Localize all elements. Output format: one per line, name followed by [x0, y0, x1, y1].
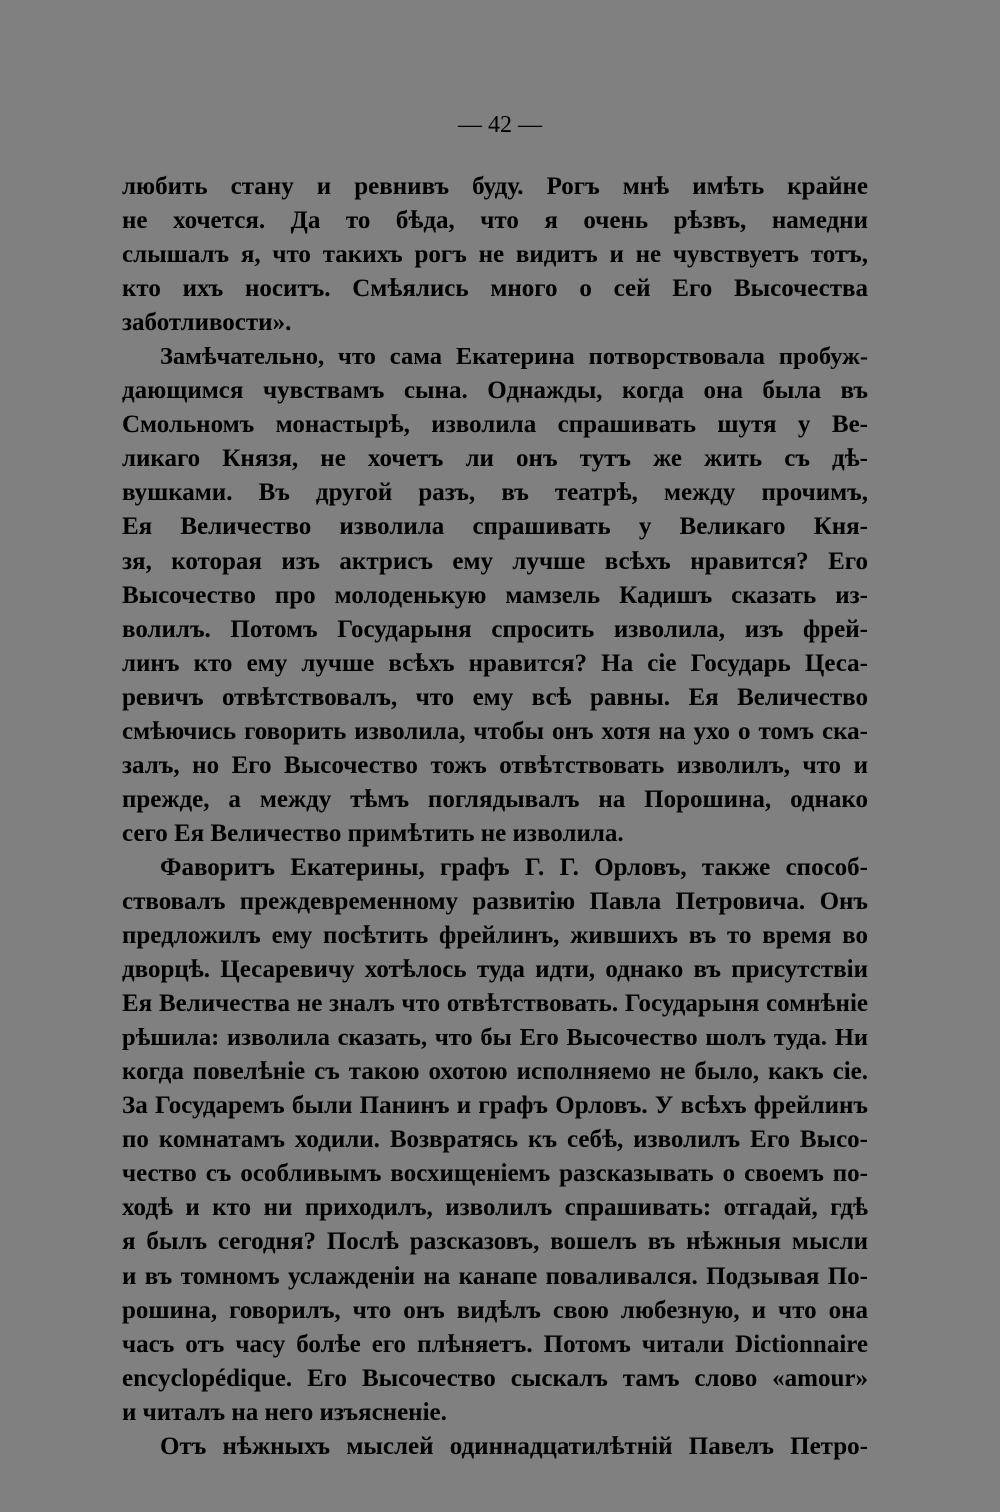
text-line: сего Ея Величество примѣтить не изволила.	[122, 819, 624, 847]
text-line: ревичъ отвѣтствовалъ, что ему всѣ равны. Ея Величество	[122, 683, 868, 711]
paragraph	[122, 340, 868, 851]
text-line: и въ томномъ услажденіи на канапе поваливался. Подзывая По-	[122, 1262, 868, 1290]
text-line: когда повелѣніе съ такою охотою исполняемо не было, какъ сіе.	[122, 1058, 868, 1086]
text-line: предложилъ ему посѣтить фрейлинъ, жившихъ въ то время во	[122, 922, 868, 950]
paragraph	[122, 1430, 868, 1464]
text-line: заботливости».	[122, 309, 292, 337]
text-line: рошина, говорилъ, что онъ видѣлъ свою любезную, и что она	[122, 1296, 868, 1324]
text-line: смѣючись говорить изволила, чтобы онъ хотя на ухо о томъ ска-	[122, 717, 868, 745]
text-line: ствовалъ преждевременному развитію Павла Петровича. Онъ	[122, 887, 868, 915]
body-text	[122, 170, 868, 1464]
text-line: часъ отъ часу болѣе его плѣняетъ. Потомъ читали Dictionnaire	[122, 1330, 868, 1358]
text-line: Замѣчательно, что сама Екатерина потворствовала пробуж-	[160, 343, 868, 371]
text-line: зя, которая изъ актрисъ ему лучше всѣхъ нравится? Его	[122, 547, 868, 575]
text-line: по комнатамъ ходили. Возвратясь къ себѣ, изволилъ Его Высо-	[122, 1126, 868, 1154]
text-line: я былъ сегодня? Послѣ разсказовъ, вошелъ въ нѣжныя мысли	[122, 1228, 868, 1256]
text-line: слышалъ я, что такихъ рогъ не видитъ и не чувствуетъ тотъ,	[122, 241, 868, 269]
text-line: волилъ. Потомъ Государыня спросить изволила, изъ фрей-	[122, 615, 868, 643]
text-line: вушками. Въ другой разъ, въ театрѣ, между прочимъ,	[122, 479, 868, 507]
paragraph	[122, 170, 868, 340]
text-line: залъ, но Его Высочество тожъ отвѣтствовать изволилъ, что и	[122, 751, 868, 779]
text-line: и читалъ на него изъясненіе.	[122, 1398, 447, 1426]
text-line: прежде, а между тѣмъ поглядывалъ на Порошина, однако	[122, 785, 868, 813]
text-line: кто ихъ носитъ. Смѣялись много о сей Его Высочества	[122, 275, 868, 303]
text-line: чество съ особливымъ восхищеніемъ разсказывать о своемъ по-	[122, 1160, 868, 1188]
text-line: Высочество про молоденькую мамзель Кадишъ сказать из-	[122, 581, 868, 609]
text-line: Ея Величество изволила спрашивать у Великаго Кня-	[122, 513, 868, 541]
text-line: не хочется. Да то бѣда, что я очень рѣзвъ, намедни	[122, 207, 868, 235]
text-line: ликаго Князя, не хочетъ ли онъ тутъ же жить съ дѣ-	[122, 445, 868, 473]
text-line: За Государемъ были Панинъ и графъ Орловъ. У всѣхъ фрейлинъ	[122, 1092, 868, 1120]
text-line: дающимся чувствамъ сына. Однажды, когда она была въ	[122, 377, 868, 405]
text-line: Отъ нѣжныхъ мыслей одиннадцатилѣтній Павелъ Петро-	[160, 1432, 868, 1460]
page-number: — 42 —	[458, 112, 542, 138]
text-line: любить стану и ревнивъ буду. Рогъ мнѣ имѣть крайне	[122, 173, 868, 200]
text-line: encyclopédique. Его Высочество сыскалъ тамъ слово «amour»	[122, 1364, 868, 1392]
text-line: Фаворитъ Екатерины, графъ Г. Г. Орловъ, также способ-	[160, 853, 868, 881]
text-line: Смольномъ монастырѣ, изволила спрашивать шутя у Ве-	[122, 411, 868, 439]
text-line: ходѣ и кто ни приходилъ, изволилъ спрашивать: отгадай, гдѣ	[122, 1194, 868, 1222]
text-line: линъ кто ему лучше всѣхъ нравится? На сіе Государь Цеса-	[122, 649, 868, 677]
text-line: дворцѣ. Цесаревичу хотѣлось туда идти, однако въ присутствіи	[122, 956, 868, 984]
text-line: рѣшила: изволила сказать, что бы Его Высочество шолъ туда. Ни	[122, 1024, 868, 1052]
paragraph	[122, 851, 868, 1430]
text-line: Ея Величества не зналъ что отвѣтствовать. Государыня сомнѣніе	[122, 990, 868, 1018]
